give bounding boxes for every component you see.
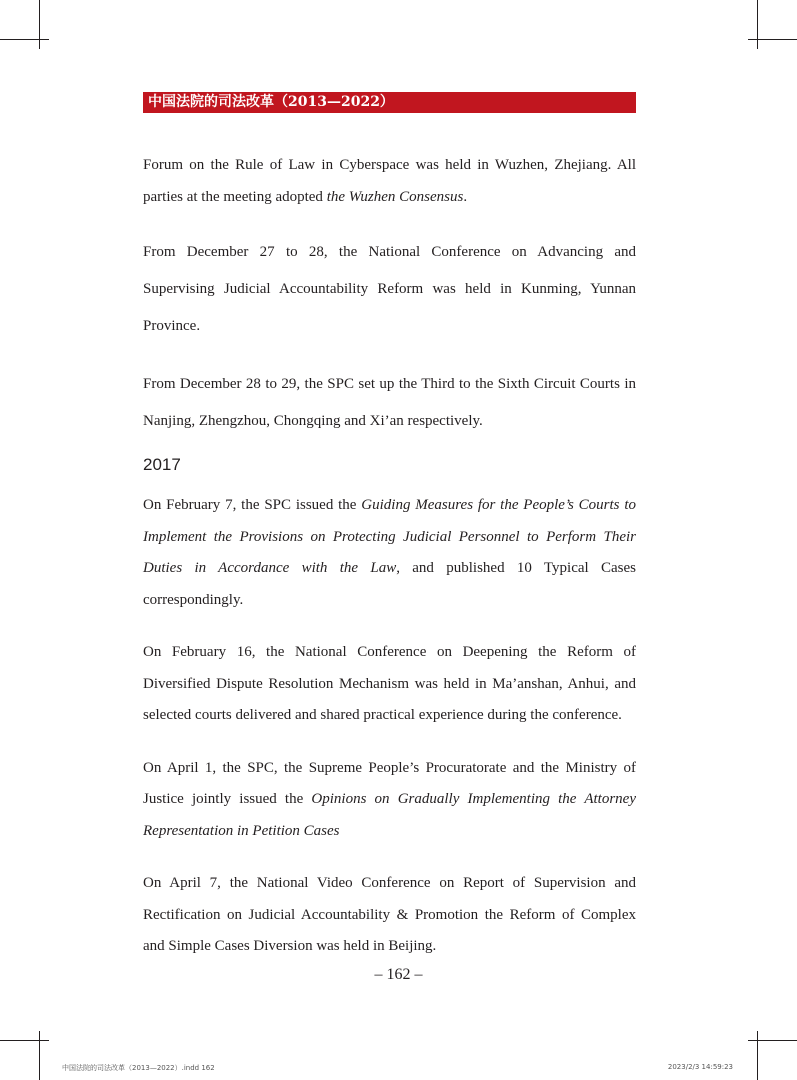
body-paragraph [143,150,636,213]
page-body [143,150,636,984]
intro-paragraphs [143,150,636,440]
page-number: – 162 – [374,966,423,983]
italic-title: Opinions on Gradually Implementing the Attorney Representation in Petition Cases [143,791,636,839]
body-paragraph [143,490,636,616]
crop-mark [39,1031,40,1080]
italic-title: the Wuzhen Consensus [326,188,464,205]
running-header: 中国法院的司法改革（2013—2022） [143,92,636,113]
body-paragraph [143,366,636,440]
body-paragraph [143,753,636,848]
text-run: , and published 10 Typical Cases correspondingly. [143,560,636,608]
italic-title: Guiding Measures for the People’s Courts to Implement the Provisions on Protecting Judicial Personnel to Perform Their Duties in Accordance with the Law [143,497,636,576]
text-run: Forum on the Rule of Law in Cyberspace was held in Wuzhen, Zhejiang. All parties at the meeting adopted [143,157,636,205]
crop-mark [757,1031,758,1080]
text-run: On February 7, the SPC issued the [143,497,362,513]
body-paragraph [143,868,636,963]
text-run: . [463,188,468,205]
text-run: On April 1, the SPC, the Supreme People’s Procuratorate and the Ministry of Justice jointly issued the [143,759,636,807]
crop-mark [748,39,797,40]
year-heading: 2017 [143,455,181,474]
text-run: On February 16, the National Conference on Deepening the Reform of Diversified Dispute Resolution Mechanism was held in Ma’anshan, Anhui, and selected courts delivered and shared practical experience during the conference. [143,644,636,723]
crop-mark [0,1040,49,1041]
events-2017 [143,490,636,963]
print-slug-timestamp: 2023/2/3 14:59:23 [667,1063,733,1071]
text-run: On April 7, the National Video Conference on Report of Supervision and Rectification on Judicial Accountability & Promotion the Reform of Complex and Simple Cases Diversion was held in Beijing. [143,875,636,954]
crop-mark [39,0,40,49]
body-paragraph [143,637,636,732]
text-run: From December 28 to 29, the SPC set up the Third to the Sixth Circuit Courts in Nanjing, Zhengzhou, Chongqing and Xi’an respectively. [143,376,636,429]
crop-mark [0,39,49,40]
crop-mark [748,1040,797,1041]
body-paragraph [143,234,636,345]
print-slug-file: 中国法院的司法改革（2013—2022）.indd 162 [62,1064,215,1072]
crop-mark [757,0,758,49]
text-run: From December 27 to 28, the National Conference on Advancing and Supervising Judicial Accountability Reform was held in Kunming, Yunnan Province. [143,244,636,334]
